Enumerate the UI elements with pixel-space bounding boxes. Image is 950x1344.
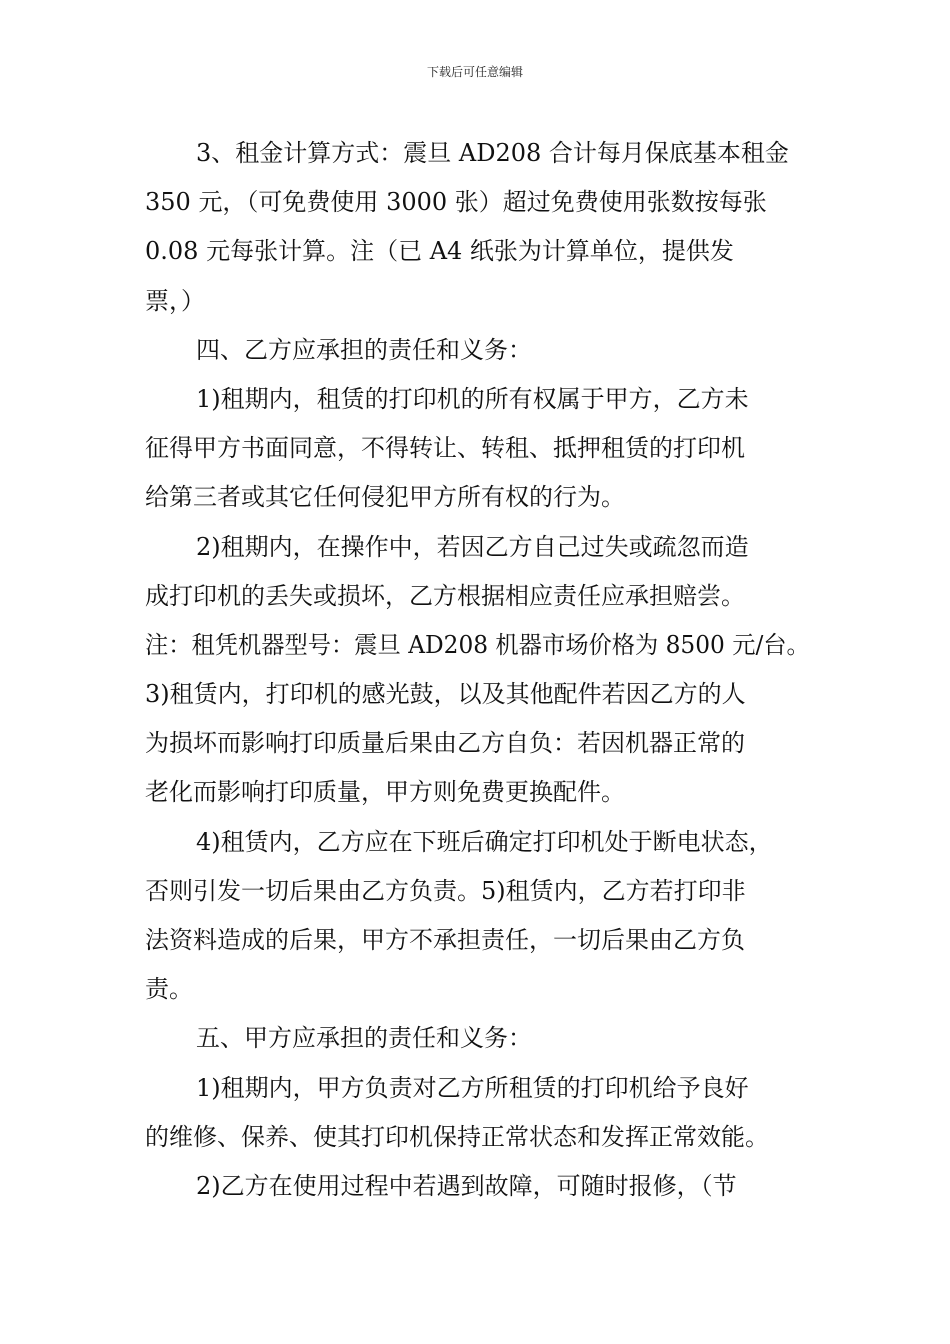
text-line: 注：租凭机器型号：震旦 AD208 机器市场价格为 8500 元/台。: [145, 630, 810, 659]
text-line: 4)租赁内，乙方应在下班后确定打印机处于断电状态，: [196, 827, 773, 856]
text-line: 3)租赁内，打印机的感光鼓，以及其他配件若因乙方的人: [145, 680, 746, 709]
text-line: 责。: [145, 975, 193, 1004]
text-line: 1)租期内，甲方负责对乙方所租赁的打印机给予良好: [196, 1073, 749, 1102]
text-line: 为损坏而影响打印质量后果由乙方自负：若因机器正常的: [145, 729, 745, 758]
page-header: 下载后可任意编辑: [426, 65, 523, 79]
text-line: 否则引发一切后果由乙方负责。5)租赁内，乙方若打印非: [145, 876, 746, 905]
text-line: 0.08 元每张计算。注（已 A4 纸张为计算单位，提供发: [145, 237, 734, 266]
text-line: 1)租期内，租赁的打印机的所有权属于甲方，乙方未: [196, 384, 749, 413]
text-line: 老化而影响打印质量，甲方则免费更换配件。: [145, 778, 625, 807]
text-line: 征得甲方书面同意，不得转让、转租、抵押租赁的打印机: [145, 434, 745, 463]
text-line: 四、乙方应承担的责任和义务：: [196, 335, 532, 364]
text-line: 给第三者或其它任何侵犯甲方所有权的行为。: [145, 483, 625, 512]
text-line: 的维修、保养、使其打印机保持正常状态和发挥正常效能。: [145, 1122, 769, 1151]
text-line: 2)乙方在使用过程中若遇到故障，可随时报修，（节: [196, 1171, 737, 1200]
text-line: 五、甲方应承担的责任和义务：: [196, 1024, 532, 1053]
document-body: [145, 129, 810, 1211]
text-line: 成打印机的丢失或损坏，乙方根据相应责任应承担赔尝。: [145, 581, 745, 610]
text-line: 2)租期内，在操作中，若因乙方自己过失或疏忽而造: [196, 532, 749, 561]
text-line: 票，）: [145, 286, 205, 315]
text-line: 3、租金计算方式：震旦 AD208 合计每月保底基本租金: [196, 139, 789, 167]
text-line: 法资料造成的后果，甲方不承担责任，一切后果由乙方负: [145, 926, 745, 954]
text-line: 350 元，（可免费使用 3000 张）超过免费使用张数按每张: [145, 188, 767, 217]
